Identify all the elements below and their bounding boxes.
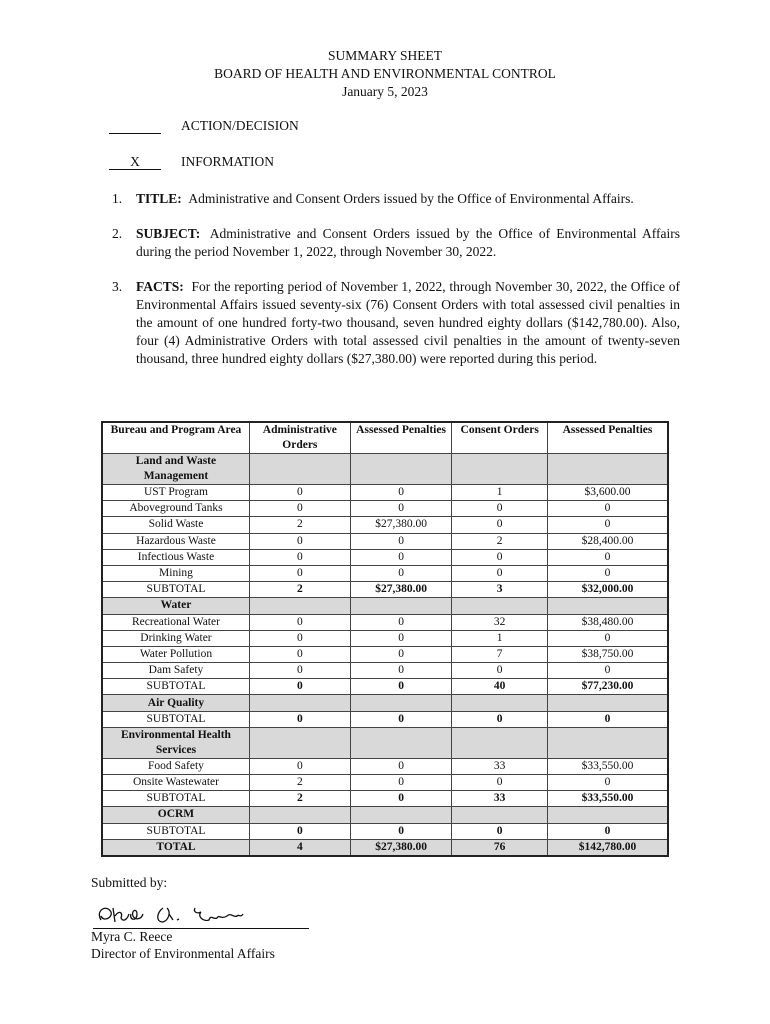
table-cell: Aboveground Tanks <box>102 501 249 517</box>
table-cell: 0 <box>547 823 668 839</box>
information-checkbox <box>109 154 275 170</box>
table-cell: $77,230.00 <box>547 679 668 695</box>
col-header-admin-orders: Administrative Orders <box>249 422 350 454</box>
table-cell <box>452 454 548 485</box>
information-mark: X <box>109 154 161 170</box>
table-cell <box>547 695 668 711</box>
table-cell: 0 <box>350 614 452 630</box>
information-label: INFORMATION <box>181 154 275 169</box>
table-cell: $27,380.00 <box>350 839 452 856</box>
table-cell: 0 <box>249 711 350 727</box>
table-cell: $27,380.00 <box>350 582 452 598</box>
table-cell: 0 <box>249 565 350 581</box>
table-cell: 0 <box>249 485 350 501</box>
table-cell: 0 <box>452 565 548 581</box>
table-cell: 0 <box>350 823 452 839</box>
action-mark <box>109 118 161 134</box>
table-cell <box>249 727 350 758</box>
table-cell: SUBTOTAL <box>102 791 249 807</box>
table-cell: 0 <box>547 630 668 646</box>
table-cell: $3,600.00 <box>547 485 668 501</box>
table-cell: 0 <box>249 823 350 839</box>
section-row <box>102 695 668 711</box>
table-cell: $27,380.00 <box>350 517 452 533</box>
orders-summary-table <box>101 421 669 857</box>
table-row <box>102 565 668 581</box>
signatory-block <box>91 928 275 962</box>
table-cell: 0 <box>350 663 452 679</box>
subtotal-row <box>102 582 668 598</box>
numbered-items <box>112 190 680 385</box>
table-cell: Infectious Waste <box>102 549 249 565</box>
table-cell: SUBTOTAL <box>102 711 249 727</box>
subtotal-row <box>102 711 668 727</box>
table-cell: 2 <box>249 791 350 807</box>
table-cell: 0 <box>350 533 452 549</box>
table-cell: OCRM <box>102 807 249 823</box>
table-cell: $28,400.00 <box>547 533 668 549</box>
table-cell: 0 <box>452 823 548 839</box>
table-cell <box>350 727 452 758</box>
table-cell: 0 <box>350 775 452 791</box>
table-cell: SUBTOTAL <box>102 679 249 695</box>
table-cell: 0 <box>547 549 668 565</box>
table-row <box>102 485 668 501</box>
table-cell <box>350 695 452 711</box>
table-cell: Environmental Health Services <box>102 727 249 758</box>
subtotal-row <box>102 823 668 839</box>
table-cell: 40 <box>452 679 548 695</box>
header-title: SUMMARY SHEET <box>328 48 442 63</box>
table-cell: $33,550.00 <box>547 791 668 807</box>
table-cell: Land and Waste Management <box>102 454 249 485</box>
table-cell: 32 <box>452 614 548 630</box>
col-header-bureau: Bureau and Program Area <box>102 422 249 454</box>
section-row <box>102 807 668 823</box>
table-cell: Recreational Water <box>102 614 249 630</box>
table-cell: Mining <box>102 565 249 581</box>
item-title: 1. TITLE: Administrative and Consent Orders issued by the Office of Environmental Affairs. <box>112 191 634 206</box>
table-cell: 3 <box>452 582 548 598</box>
table-cell: TOTAL <box>102 839 249 856</box>
table-cell: 0 <box>547 501 668 517</box>
table-cell: 0 <box>547 775 668 791</box>
table-cell: 0 <box>350 646 452 662</box>
table-cell <box>452 807 548 823</box>
col-header-consent-penalties: Assessed Penalties <box>547 422 668 454</box>
table-cell: 0 <box>452 711 548 727</box>
table-cell <box>249 454 350 485</box>
table-cell: UST Program <box>102 485 249 501</box>
table-cell: 2 <box>249 582 350 598</box>
table-cell: $33,550.00 <box>547 758 668 774</box>
table-row <box>102 549 668 565</box>
action-label: ACTION/DECISION <box>181 118 299 133</box>
table-cell: Hazardous Waste <box>102 533 249 549</box>
subtotal-row <box>102 679 668 695</box>
table-cell <box>452 727 548 758</box>
table-cell: Water <box>102 598 249 614</box>
table-cell: SUBTOTAL <box>102 823 249 839</box>
header-board: BOARD OF HEALTH AND ENVIRONMENTAL CONTROL <box>214 66 556 81</box>
table-cell: 0 <box>452 549 548 565</box>
total-row <box>102 839 668 856</box>
table-row <box>102 663 668 679</box>
signatory-name: Myra C. Reece <box>91 929 173 944</box>
table-cell: 0 <box>249 663 350 679</box>
action-decision-checkbox <box>109 118 299 134</box>
signatory-title: Director of Environmental Affairs <box>91 946 275 961</box>
table-cell: 0 <box>350 679 452 695</box>
table-cell: $32,000.00 <box>547 582 668 598</box>
table-cell <box>350 598 452 614</box>
section-row <box>102 727 668 758</box>
table-cell: 0 <box>350 791 452 807</box>
table-cell: 0 <box>452 517 548 533</box>
subtotal-row <box>102 791 668 807</box>
table-cell: 4 <box>249 839 350 856</box>
table-cell: Air Quality <box>102 695 249 711</box>
table-cell: $142,780.00 <box>547 839 668 856</box>
table-cell: 33 <box>452 758 548 774</box>
table-cell: 0 <box>452 775 548 791</box>
table-cell: 0 <box>249 646 350 662</box>
item-facts: 3. FACTS: For the reporting period of November 1, 2022, through November 30, 2022, the Office of Environmental Affairs issued seventy-six (76) Consent Orders with total assessed civil penalties in the amount of one hundred forty-two thousand, seven hundred eighty dollars ($142,780.00). Also, four (4) Administrative Orders with total assessed civil penalties in the amount of twenty-seven thousand, three hundred eighty dollars ($27,380.00) were reported during this period. <box>112 279 681 366</box>
table-cell: 0 <box>547 565 668 581</box>
table-cell: 0 <box>350 711 452 727</box>
table-cell <box>452 695 548 711</box>
table-row <box>102 775 668 791</box>
table-cell: 33 <box>452 791 548 807</box>
table-cell: 0 <box>452 501 548 517</box>
table-cell: 7 <box>452 646 548 662</box>
table-cell <box>350 807 452 823</box>
table-cell <box>547 807 668 823</box>
table-row <box>102 614 668 630</box>
table-row <box>102 501 668 517</box>
table-cell: $38,480.00 <box>547 614 668 630</box>
table-cell: 0 <box>547 711 668 727</box>
table-cell: Drinking Water <box>102 630 249 646</box>
table-cell <box>547 727 668 758</box>
table-cell: 2 <box>452 533 548 549</box>
table-cell: 2 <box>249 517 350 533</box>
table-cell <box>249 695 350 711</box>
table-row <box>102 517 668 533</box>
signature <box>93 902 309 929</box>
table-cell: Onsite Wastewater <box>102 775 249 791</box>
submitted-by-label: Submitted by: <box>91 875 168 890</box>
table-cell: 0 <box>350 549 452 565</box>
table-cell <box>350 454 452 485</box>
table-row <box>102 758 668 774</box>
col-header-consent-orders: Consent Orders <box>452 422 548 454</box>
table-cell <box>547 598 668 614</box>
signature-text <box>93 902 99 903</box>
table-row <box>102 533 668 549</box>
table-cell: Water Pollution <box>102 646 249 662</box>
header-date: January 5, 2023 <box>342 84 428 99</box>
table-cell: 0 <box>452 663 548 679</box>
table-row <box>102 630 668 646</box>
table-cell: SUBTOTAL <box>102 582 249 598</box>
table-cell: 2 <box>249 775 350 791</box>
table-cell <box>249 598 350 614</box>
table-cell: 0 <box>249 501 350 517</box>
document-header <box>0 47 770 101</box>
table-cell: 1 <box>452 485 548 501</box>
table-cell: 0 <box>249 758 350 774</box>
col-header-admin-penalties: Assessed Penalties <box>350 422 452 454</box>
table-cell: 0 <box>249 533 350 549</box>
table-cell: 0 <box>350 565 452 581</box>
table-header-row <box>102 422 668 454</box>
table-row <box>102 646 668 662</box>
table-cell: 0 <box>249 630 350 646</box>
table-cell: 1 <box>452 630 548 646</box>
table-cell: Food Safety <box>102 758 249 774</box>
signature-graphic <box>93 902 309 928</box>
section-row <box>102 598 668 614</box>
table-cell: 0 <box>547 663 668 679</box>
table-cell: 0 <box>350 485 452 501</box>
table-cell <box>547 454 668 485</box>
table-cell: 0 <box>249 614 350 630</box>
table-cell: Solid Waste <box>102 517 249 533</box>
table-cell: 0 <box>547 517 668 533</box>
table-cell: 0 <box>249 679 350 695</box>
table-cell: $38,750.00 <box>547 646 668 662</box>
section-row <box>102 454 668 485</box>
table-cell: 0 <box>350 758 452 774</box>
table-cell: 76 <box>452 839 548 856</box>
table-cell: 0 <box>350 501 452 517</box>
table-cell <box>452 598 548 614</box>
table-cell: Dam Safety <box>102 663 249 679</box>
table-cell <box>249 807 350 823</box>
table-cell: 0 <box>350 630 452 646</box>
table-cell: 0 <box>249 549 350 565</box>
item-subject: 2. SUBJECT: Administrative and Consent Orders issued by the Office of Environmental Affairs during the period November 1, 2022, through November 30, 2022. <box>112 226 680 259</box>
